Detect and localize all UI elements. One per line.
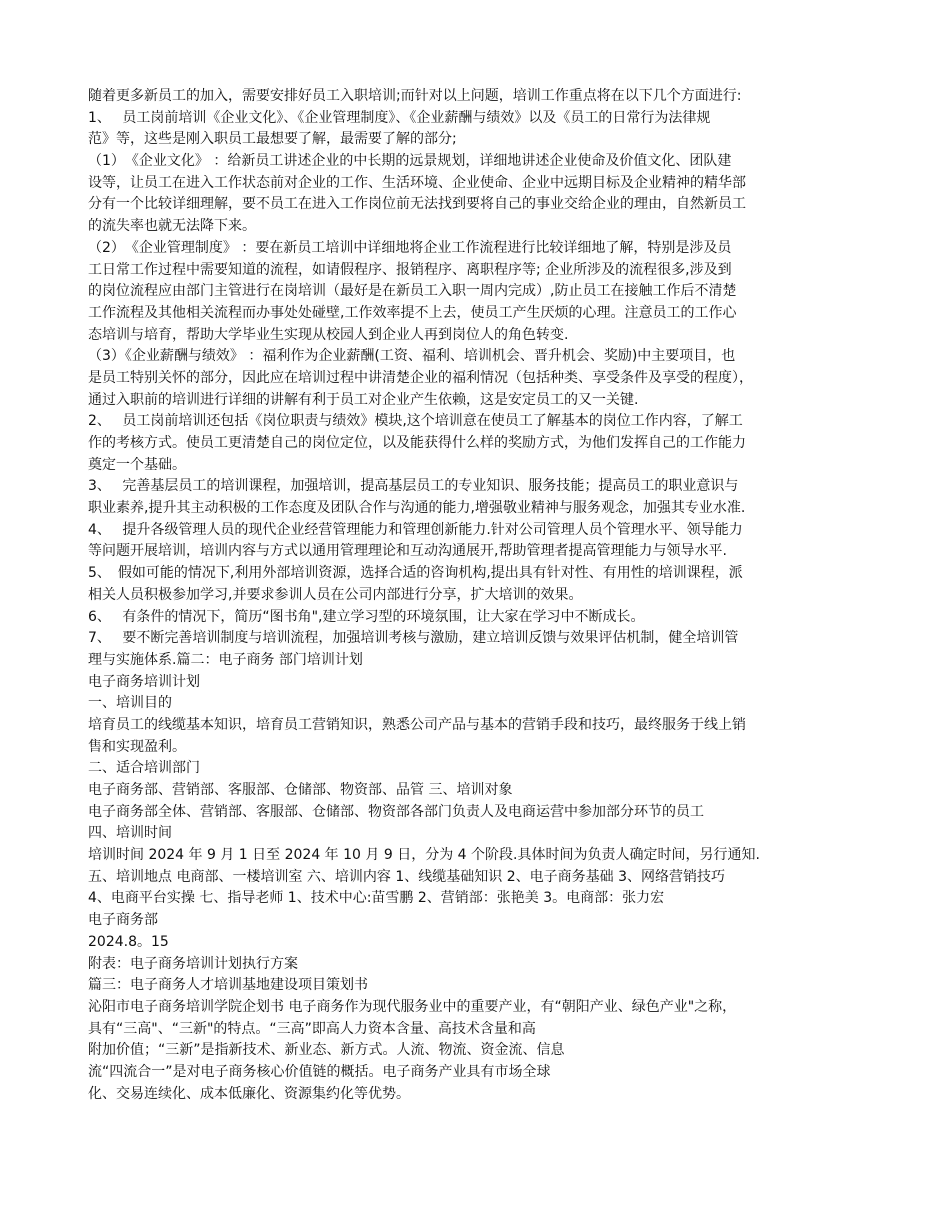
text-line: 7、 要不断完善培训制度与培训流程，加强培训考核与激励，建立培训反馈与效果评估机制，健全培训管 <box>88 630 739 647</box>
text-line: 电子商务部、营销部、客服部、仓储部、物资部、品管 三、培训对象 <box>88 782 513 798</box>
section-heading: 二、适合培训部门 <box>88 760 200 777</box>
section-title: 篇三：电子商务人才培训基地建设项目策划书 <box>88 977 368 994</box>
text-line: 售和实现盈利。 <box>88 738 186 755</box>
text-line: 流“四流合一”是对电子商务核心价值链的概括。电子商务产业具有市场全球 <box>88 1063 551 1080</box>
text-line: 6、 有条件的情况下，简历“图书角",建立学习型的环境氛围，让大家在学习中不断成长。 <box>88 608 645 625</box>
text-line: 工日常工作过程中需要知道的流程，如请假程序、报销程序、离职程序等; 企业所涉及的流程很多,涉及到 <box>88 261 732 278</box>
text-line: 工作流程及其他相关流程而办事处处碰壁,工作效率提不上去，使员工产生厌烦的心理。注意员工的工作心 <box>88 304 737 321</box>
text-line: 培育员工的线缆基本知识，培育员工营销知识，熟悉公司产品与基本的营销手段和技巧，最终服务于线上销 <box>88 716 746 733</box>
section-heading: 一、培训目的 <box>88 695 172 712</box>
text-line: （2） 《企业管理制度》 ：要在新员工培训中详细地将企业工作流程进行比较详细地了解，特别是涉及员 <box>88 239 732 256</box>
text-line: 的岗位流程应由部门主管进行在岗培训（最好是在新员工入职一周内完成）,防止员工在接触工作后不清楚 <box>88 283 737 300</box>
text-line: 5、 假如可能的情况下,利用外部培训资源，选择合适的咨询机构,提出具有针对性、有用性的培训课程，派 <box>88 565 743 582</box>
text-line: （3）《企业薪酬与绩效》 ：福利作为企业薪酬(工资、福利、培训机会、晋升机会、奖励)中主要项目，也 <box>88 348 736 365</box>
text-line: 职业素养,提升其主动积极的工作态度及团队合作与沟通的能力,增强敬业精神与服务观念，加强其专业水准. <box>88 500 746 517</box>
text-line: 理与实施体系.篇二：电子商务 部门培训计划 <box>88 651 363 668</box>
text-line: 是员工特别关怀的部分，因此应在培训过程中讲清楚企业的福利情况（包括种类、享受条件及享受的程度）， <box>88 369 753 386</box>
section-title: 电子商务培训计划 <box>88 673 200 690</box>
text-line: 化、交易连续化、成本低廉化、资源集约化等优势。 <box>88 1085 410 1102</box>
signature-date: 2024.8。15 <box>88 933 169 950</box>
text-line: 分有一个比较详细理解，要不员工在进入工作岗位前无法找到要将自己的事业交给企业的理由，自然新员工 <box>88 196 746 213</box>
text-line: 3、 完善基层员工的培训课程，加强培训，提高基层员工的专业知识、服务技能；提高员工的职业意识与 <box>88 478 739 495</box>
signature-department: 电子商务部 <box>88 912 158 929</box>
text-line: 态培训与培育，帮助大学毕业生实现从校园人到企业人再到岗位人的角色转变. <box>88 326 569 343</box>
text-line: 设等，让员工在进入工作状态前对企业的工作、生活环境、企业使命、企业中远期目标及企业精神的精华部 <box>88 174 746 191</box>
text-line: 2、 员工岗前培训还包括《岗位职责与绩效》模块,这个培训意在使员工了解基本的岗位工作内容，了解工 <box>88 413 743 430</box>
document-body <box>88 86 866 1105</box>
text-line: 五、培训地点 电商部、一楼培训室 六、培训内容 1、线缆基础知识 2、电子商务基础 3、网络营销技巧 <box>88 868 725 885</box>
text-line: 具有“三高"、“三新"的特点。“三高”即高人力资本含量、高技术含量和高 <box>88 1020 536 1037</box>
text-line: 沁阳市电子商务培训学院企划书 电子商务作为现代服务业中的重要产业，有“朝阳产业、绿色产业"之称， <box>88 998 737 1015</box>
text-line: 4、 提升各级管理人员的现代企业经营管理能力和管理创新能力.针对公司管理人员个管理水平、领导能力 <box>88 521 743 538</box>
text-line: 1、 员工岗前培训《企业文化》、《企业管理制度》、《企业薪酬与绩效》以及《员工的日常行为法律规 <box>88 109 711 126</box>
text-line: （1） 《企业文化》 ：给新员工讲述企业的中长期的远景规划，详细地讲述企业使命及价值文化、团队建 <box>88 153 732 170</box>
text-line: 电子商务部全体、营销部、客服部、仓储部、物资部各部门负责人及电商运营中参加部分环节的员工 <box>88 803 704 820</box>
text-line: 奠定一个基础。 <box>88 456 186 473</box>
text-line: 的流失率也就无法降下来。 <box>88 218 256 235</box>
text-line: 范》等，这些是刚入职员工最想要了解，最需要了解的部分; <box>88 131 457 148</box>
section-heading: 四、培训时间 <box>88 825 172 842</box>
text-line: 随着更多新员工的加入，需要安排好员工入职培训;而针对以上问题，培训工作重点将在以下几个方面进行: <box>88 88 742 104</box>
text-line: 等问题开展培训，培训内容与方式以通用管理理论和互动沟通展开,帮助管理者提高管理能力与领导水平. <box>88 543 727 560</box>
text-line: 4、电商平台实操 七、指导老师 1、技术中心:苗雪鹏 2、营销部：张艳美 3。电商部：张力宏 <box>88 890 665 907</box>
text-line: 相关人员积极参加学习,并要求参训人员在公司内部进行分享，扩大培训的效果。 <box>88 586 583 603</box>
text-line: 通过入职前的培训进行详细的讲解有利于员工对企业产生依赖，这是安定员工的又一关键. <box>88 391 639 408</box>
text-line: 作的考核方式。使员工更清楚自己的岗位定位，以及能获得什么样的奖励方式，为他们发挥自己的工作能力 <box>88 435 746 451</box>
text-line: 附加价值；“三新”是指新技术、新业态、新方式。人流、物流、资金流、信息 <box>88 1042 565 1059</box>
text-line: 培训时间 2024 年 9 月 1 日至 2024 年 10 月 9 日，分为 4 个阶段.具体时间为负责人确定时间，另行通知. <box>88 847 760 864</box>
text-line: 附表：电子商务培训计划执行方案 <box>88 955 298 972</box>
